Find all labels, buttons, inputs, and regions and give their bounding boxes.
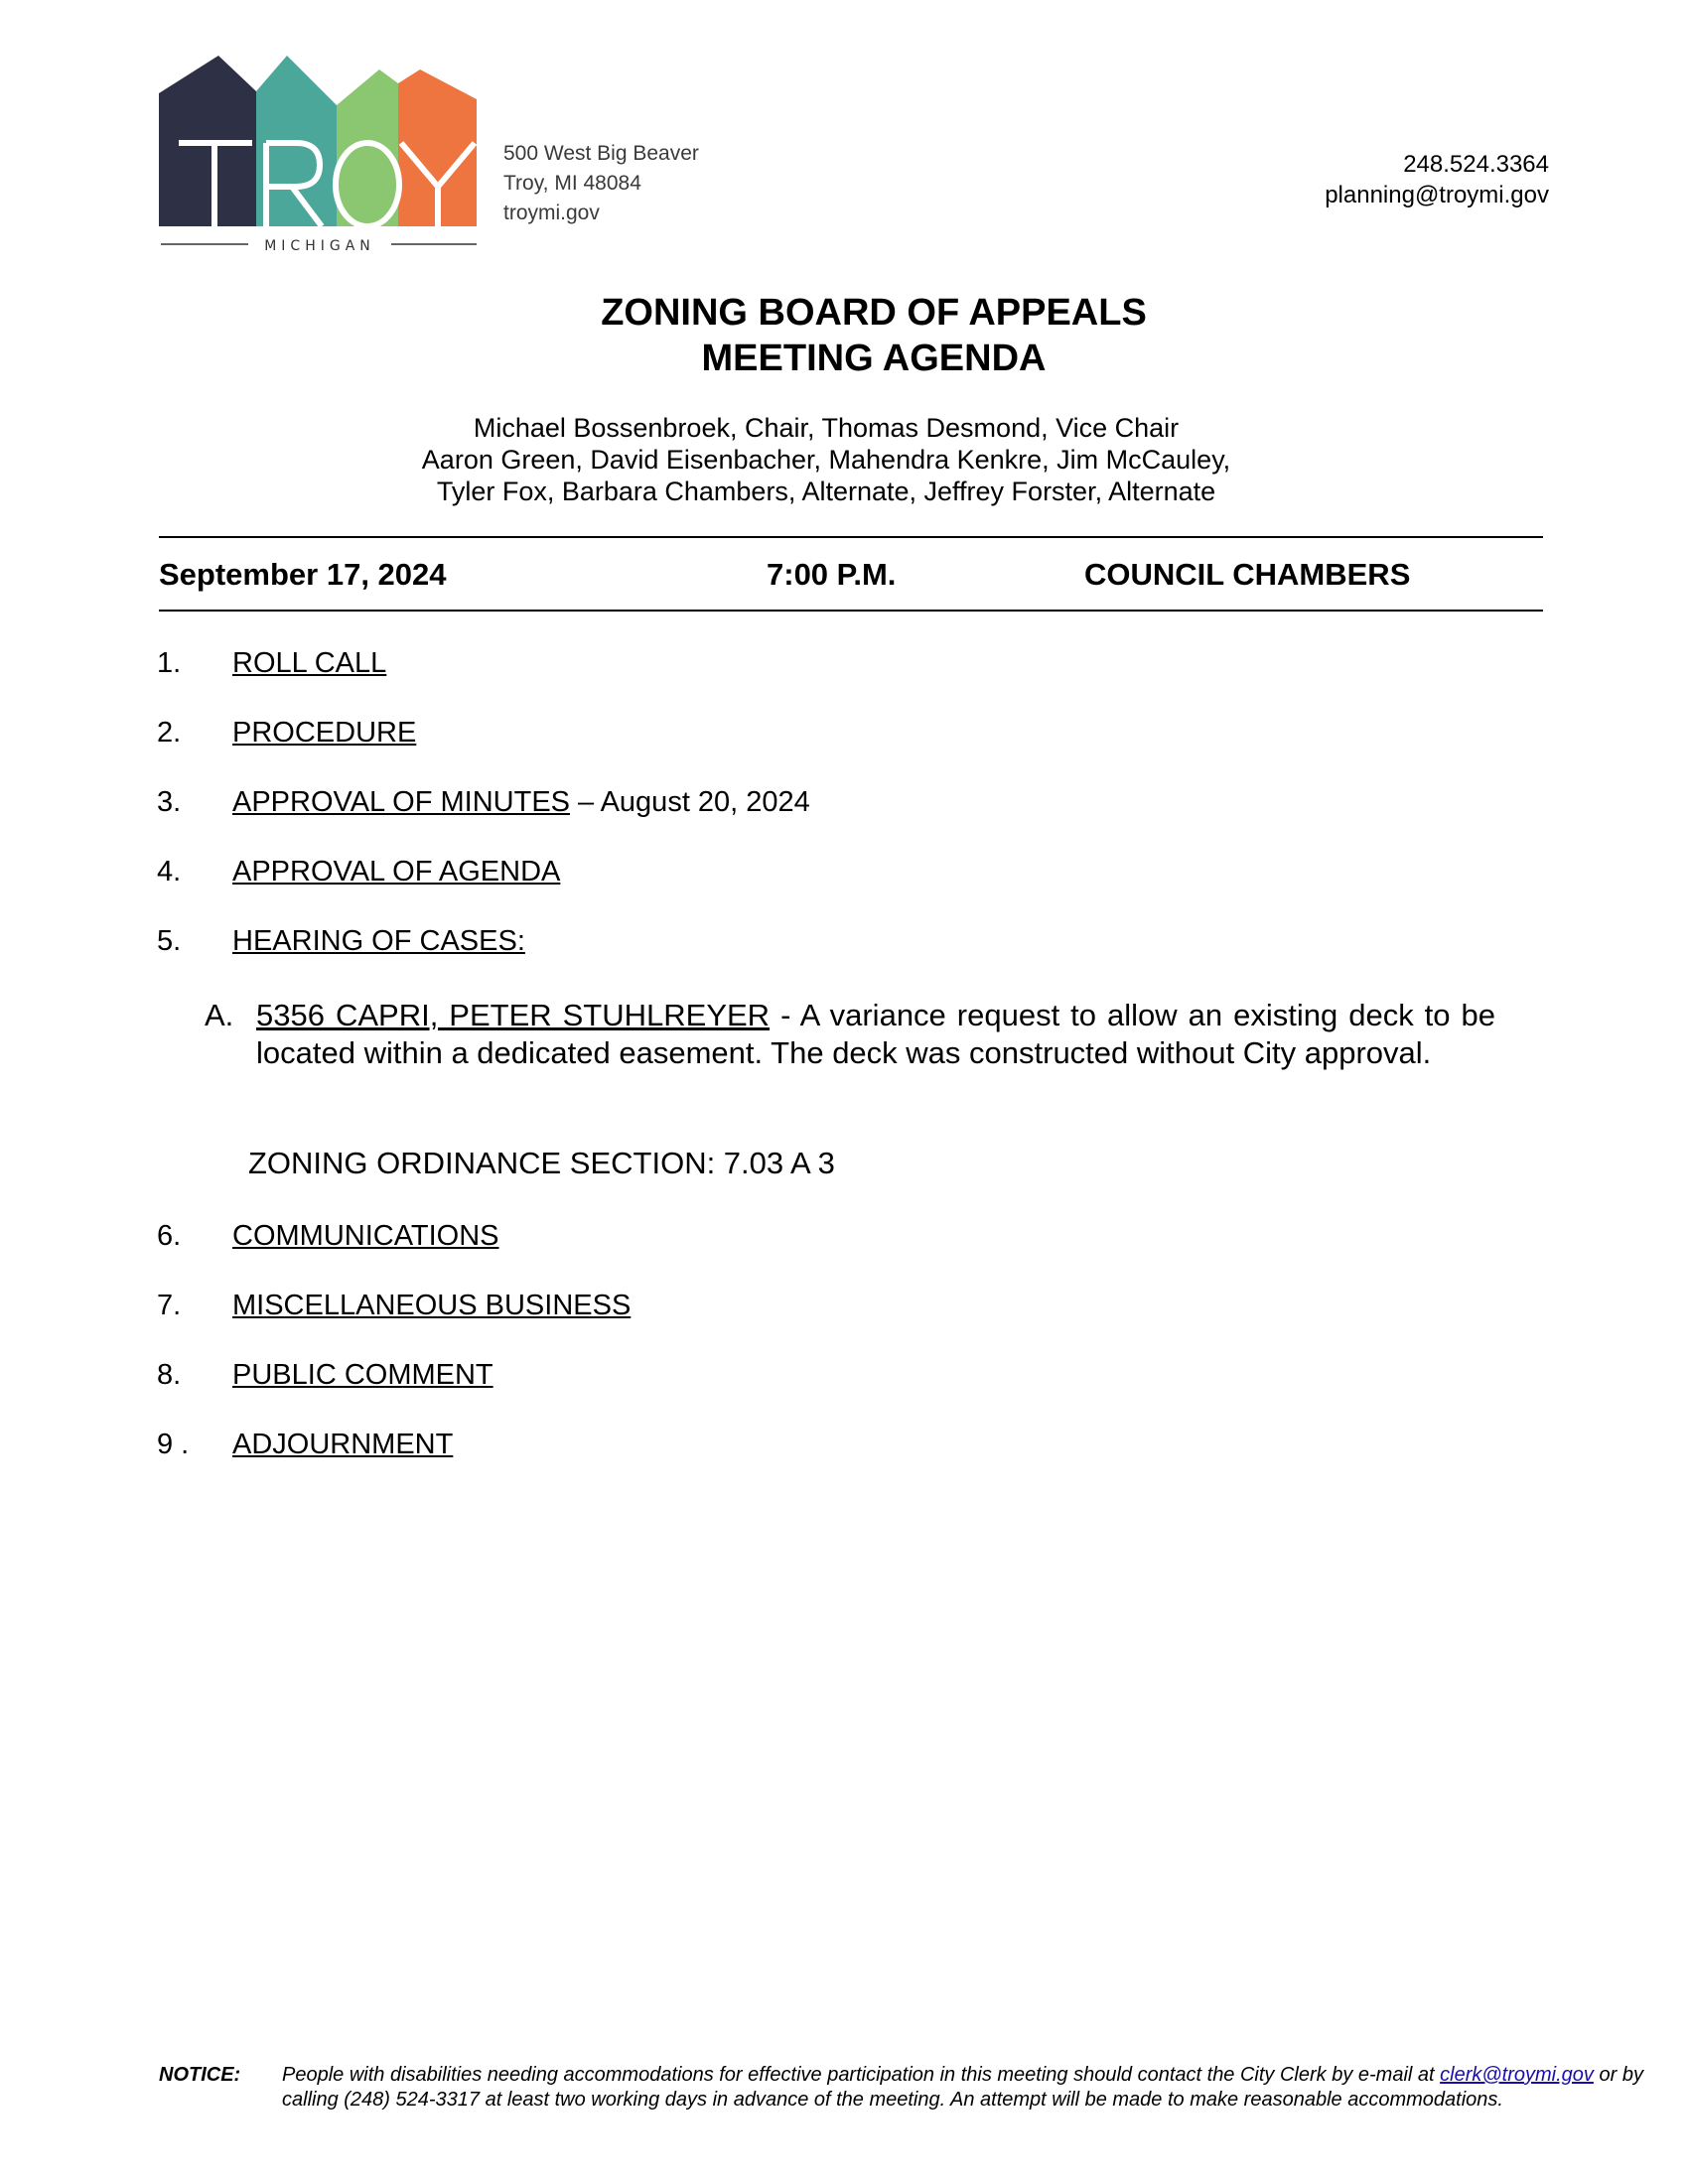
meeting-date: September 17, 2024 (159, 557, 447, 592)
ordinance-section: ZONING ORDINANCE SECTION: 7.03 A 3 (248, 1146, 835, 1180)
case-body (256, 997, 1495, 1072)
meeting-time: 7:00 P.M. (767, 557, 897, 592)
case-description: - A variance request to allow an existing deck to be located within a dedicated easement. The deck was constructed without City approval. (256, 998, 1495, 1070)
agenda-item (157, 1290, 631, 1322)
agenda-item-label: APPROVAL OF AGENDA (232, 856, 561, 887)
agenda-item-number: 9 . (157, 1429, 190, 1460)
meeting-location: COUNCIL CHAMBERS (1084, 557, 1411, 592)
agenda-item-label: APPROVAL OF MINUTES (232, 786, 570, 818)
agenda-item-label: COMMUNICATIONS (232, 1220, 499, 1252)
address-street: 500 West Big Beaver (503, 142, 699, 165)
agenda-item-label: ADJOURNMENT (232, 1429, 454, 1460)
notice-label: NOTICE: (159, 2064, 241, 2086)
minutes-date: – August 20, 2024 (578, 786, 810, 818)
agenda-item (157, 1429, 453, 1461)
members-line: Michael Bossenbroek, Chair, Thomas Desmond, Vice Chair (473, 413, 1180, 443)
agenda-item-number: 3. (157, 786, 182, 818)
top-divider (159, 536, 1543, 538)
logo-house-green (337, 69, 398, 226)
agenda-item-number: 5. (157, 925, 182, 957)
agenda-item (157, 717, 416, 750)
agenda-item-number: 2. (157, 717, 182, 749)
clerk-email-link[interactable]: clerk@troymi.gov (1440, 2064, 1594, 2086)
agenda-item-label: ROLL CALL (232, 647, 387, 679)
agenda-item (157, 1220, 499, 1253)
address-city: Troy, MI 48084 (503, 172, 641, 195)
agenda-item (157, 786, 810, 819)
agenda-item-number: 6. (157, 1220, 182, 1252)
contact-email[interactable]: planning@troymi.gov (1325, 182, 1549, 208)
contact-info (1325, 149, 1549, 210)
page-title (0, 290, 1688, 381)
notice-text-after: or by calling (248) 524-3317 at least two working days in advance of the meeting. An attempt will be made to make reasonable accommodations. (282, 2064, 1643, 2111)
address-website: troymi.gov (503, 202, 600, 224)
agenda-item (157, 856, 560, 888)
city-address (503, 139, 699, 228)
agenda-item-number: 7. (157, 1290, 182, 1321)
troy-logo (157, 56, 477, 254)
agenda-item (157, 925, 525, 958)
board-members (0, 412, 1652, 507)
agenda-item-number: 8. (157, 1359, 182, 1391)
agenda-item-label: MISCELLANEOUS BUSINESS (232, 1290, 632, 1321)
logo-michigan-text: MICHIGAN (264, 238, 375, 254)
agenda-item (157, 647, 386, 680)
notice-text (282, 2063, 1654, 2113)
agenda-item-label: PUBLIC COMMENT (232, 1359, 493, 1391)
agenda-item-number: 4. (157, 856, 182, 887)
bottom-divider (159, 610, 1543, 612)
title-line-1: ZONING BOARD OF APPEALS (601, 292, 1147, 334)
agenda-item-label: PROCEDURE (232, 717, 417, 749)
agenda-item-number: 1. (157, 647, 182, 679)
phone-number: 248.524.3364 (1403, 151, 1549, 178)
notice-text-before: People with disabilities needing accommodations for effective participation in this meeting should contact the City Clerk by e-mail at (282, 2064, 1441, 2086)
members-line: Tyler Fox, Barbara Chambers, Alternate, Jeffrey Forster, Alternate (436, 477, 1216, 506)
members-line: Aaron Green, David Eisenbacher, Mahendra Kenkre, Jim McCauley, (421, 445, 1231, 475)
case-letter: A. (205, 998, 234, 1032)
agenda-item (157, 1359, 493, 1392)
agenda-item-label: HEARING OF CASES: (232, 925, 525, 957)
case-name: 5356 CAPRI, PETER STUHLREYER (256, 998, 771, 1032)
title-line-2: MEETING AGENDA (701, 338, 1047, 379)
